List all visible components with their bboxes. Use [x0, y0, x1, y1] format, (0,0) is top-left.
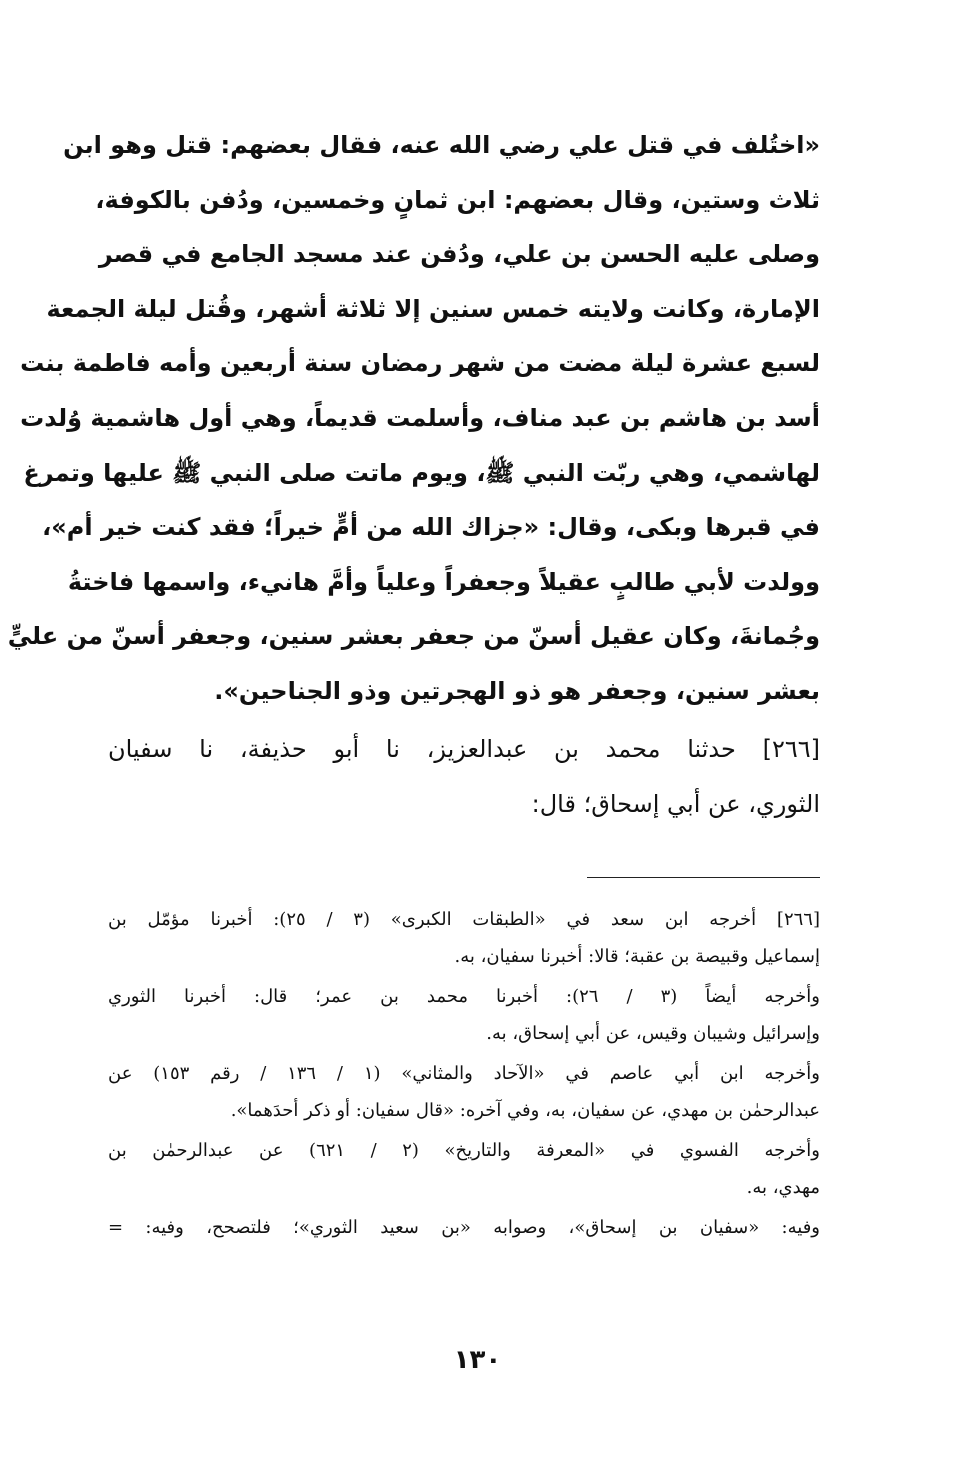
text-line: أسد بن هاشم بن عبد مناف، وأسلمت قديماً، وهي أول هاشمية وُلدت: [20, 403, 820, 432]
text-line: بعشر سنين، وجعفر هو ذو الهجرتين وذو الجناحين».: [214, 676, 820, 705]
footnote-line: وأخرجه ابن أبي عاصم في «الآحاد والمثاني» (١ / ١٣٦ / رقم ١٥٣) عن: [108, 1063, 820, 1084]
page-number: ١٣٠: [453, 1345, 502, 1375]
footnote-line: وإسرائيل وشيبان وقيس، عن أبي إسحاق، به.: [486, 1022, 820, 1044]
footnote-line: وأخرجه أيضاً (٣ / ٢٦): أخبرنا محمد بن عمر؛ قال: أخبرنا الثوري: [108, 986, 820, 1007]
footnote-paragraph: [108, 1133, 820, 1206]
footnote-line: وفيه: «سفيان بن إسحاق»، وصوابه «بن سعيد الثوري»؛ فلتصحح، وفيه: =: [108, 1217, 820, 1238]
text-line: ثلاث وستين، وقال بعضهم: ابن ثمانٍ وخمسين، ودُفن بالكوفة،: [95, 185, 820, 214]
text-line: لهاشمي، وهي ربّت النبي ﷺ، ويوم ماتت صلى النبي ﷺ عليها وتمرغ: [23, 458, 820, 487]
text-line: الثوري، عن أبي إسحاق؛ قال:: [531, 789, 820, 818]
footnote-paragraph: [108, 902, 820, 975]
footnote-line: عبدالرحمٰن بن مهدي، عن سفيان، به، وفي آخره: «قال سفيان: أو ذكر أحدَهما».: [230, 1099, 820, 1121]
footnote-line: إسماعيل وقبيصة بن عقبة؛ قالا: أخبرنا سفيان، به.: [454, 945, 820, 967]
text-line: الإمارة، وكانت ولايته خمس سنين إلا ثلاثة أشهر، وقُتل ليلة الجمعة: [46, 294, 820, 323]
footnote-paragraph: [108, 1210, 820, 1247]
text-line: «اختُلف في قتل علي رضي الله عنه، فقال بعضهم: قتل وهو ابن: [63, 131, 820, 159]
text-line: لسبع عشرة ليلة مضت من شهر رمضان سنة أربعين وأمه فاطمة بنت: [20, 349, 820, 378]
text-line: وولدت لأبي طالبٍ عقيلاً وجعفراً وعلياً وأمَّ هانيء، واسمها فاختةُ: [67, 567, 820, 596]
text-line: في قبرها وبكى، وقال: «جزاك الله من أمٍّ خيراً؛ فقد كنت خير أم»،: [42, 513, 820, 542]
hadith-entry: [108, 722, 820, 831]
text-line: وصلى عليه الحسن بن علي، ودُفن عند مسجد الجامع في قصر: [98, 240, 820, 269]
footnote-line: [٢٦٦] أخرجه ابن سعد في «الطبقات الكبرى» (٣ / ٢٥): أخبرنا مؤمّل بن: [108, 909, 820, 930]
footnotes: [108, 902, 820, 1251]
footnote-line: وأخرجه الفسوي في «المعرفة والتاريخ» (٢ / ٦٢١) عن عبدالرحمٰن بن: [108, 1140, 820, 1161]
text-line: وجُمانةَ، وكان عقيل أسنّ من جعفر بعشر سنين، وجعفر أسنّ من عليٍّ: [7, 622, 820, 651]
footnote-paragraph: [108, 1056, 820, 1129]
footnote-separator: [587, 877, 820, 878]
quoted-passage: [7, 118, 820, 719]
text-line: [٢٦٦] حدثنا محمد بن عبدالعزيز، نا أبو حذيفة، نا سفيان: [108, 735, 820, 763]
footnote-line: مهدي، به.: [746, 1176, 820, 1198]
footnote-paragraph: [108, 979, 820, 1052]
